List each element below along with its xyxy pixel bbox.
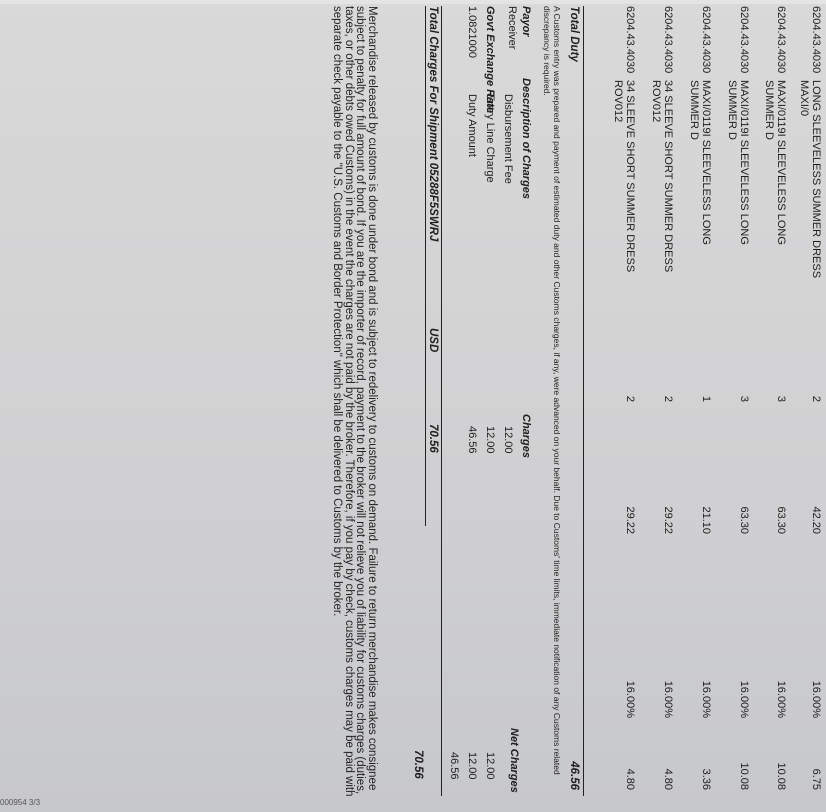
table-row [640,6,674,806]
table-row [753,6,787,806]
duty-amount: 6.75 [810,768,822,790]
hts-code: 6204.43.4030 [775,6,787,74]
description-header: Description of Charges [520,78,532,200]
charge-amount: 12.00 [502,426,514,454]
total-net-charges-amount: 70.56 [412,750,424,779]
item-value: 63.30 [775,506,787,534]
total-charges-label: Total Charges For Shipment 05288F5SWRJ [427,6,439,242]
total-duty-label: Total Duty [568,6,580,62]
duty-amount: 10.08 [738,762,750,790]
duty-rate: 16.00% [662,680,674,718]
page-edge [0,0,826,4]
item-value: 21.10 [700,506,712,534]
duty-amount: 3.36 [700,768,712,790]
customs-invoice [331,6,822,806]
duty-rate: 16.00% [738,680,750,718]
hts-code: 6204.43.4030 [624,6,636,74]
exchange-rate-label: Govt Exchange Rate [484,6,496,113]
payor-header: Payor [520,6,532,37]
item-quantity: 1 [700,395,712,402]
duty-amount: 10.08 [775,762,787,790]
net-charge-amount: 12.00 [484,752,496,780]
currency-code: USD [427,328,439,353]
duty-rate: 16.00% [810,680,822,718]
net-charge-amount: 12.00 [466,752,478,780]
item-description: MAXI/0119I SLEEVELESS LONG SUMMER D [726,80,750,245]
net-charges-header: Net Charges [508,728,520,793]
item-quantity: 3 [738,395,750,402]
duty-rate: 16.00% [700,680,712,718]
divider [583,6,584,796]
charges-header: Charges [520,414,532,459]
exchange-rate-value: 1.0821000 [466,6,478,58]
hts-code: 6204.43.4030 [738,6,750,74]
item-value: 63.30 [738,506,750,534]
table-row [602,6,636,806]
charge-description: Disbursement Fee [502,94,514,184]
item-value: 29.22 [624,506,636,534]
release-terms-paragraph: Merchandise released by customs is done under bond and is subject to redelivery to customs on demand. Failure to return merchandise makes consignee subject to penalty for full amount of bond. If you are the importer of record, payment to the broker will not relieve you of liability for customs charges (duties, taxes, or other debts owed Customs) in the event the charges are not paid by the broker. Therefore, if you pay by check, customs charges may be paid with separate check payable to the "U.S. Customs and Border Protection" which shall be delivered to Customs by the broker. [331,6,378,797]
duty-amount: 4.80 [624,768,636,790]
charge-amount: 46.56 [466,426,478,454]
duty-amount: 4.80 [662,768,674,790]
charge-description: Entry Line Charge [484,94,496,183]
page-reference: 000954 3/3 [0,798,41,807]
hts-code: 6204.43.4030 [810,6,822,74]
divider [441,6,442,796]
duty-rate: 16.00% [775,680,787,718]
item-quantity: 2 [624,395,636,402]
hts-code: 6204.43.4030 [700,6,712,74]
total-duty-amount: 46.56 [568,761,580,790]
charge-description: Duty Amount [466,94,478,157]
item-description: 34 SLEEVE SHORT SUMMER DRESS ROV012 [650,80,674,273]
net-charge-amount: 46.56 [448,752,460,780]
item-description: MAXI/0119I SLEEVELESS LONG SUMMER D [688,80,712,245]
item-quantity: 3 [775,395,787,402]
item-description: 34 SLEEVE SHORT SUMMER DRESS ROV012 [612,80,636,273]
item-description: MAXI/0119I SLEEVELESS LONG SUMMER D [763,80,787,245]
divider [425,6,426,526]
total-duty-row [566,6,580,806]
table-row [678,6,712,806]
table-row [716,6,750,806]
charge-amount: 12.00 [484,426,496,454]
item-value: 42.20 [810,506,822,534]
customs-notice: A Customs entry was prepared and payment of estimated duty and other Customs charges, if any, were advanced on your behalf. Due to Customs' time limits, immediate notification of any Customs related discrepancy is required. [542,6,562,775]
item-description: LONG SLEEVELESS SUMMER DRESS MAXI/0 [798,80,822,279]
item-value: 29.22 [662,506,674,534]
item-quantity: 2 [810,395,822,402]
payor-value: Receiver [506,6,518,50]
table-row [788,6,822,806]
hts-code: 6204.43.4030 [662,6,674,74]
duty-rate: 16.00% [624,680,636,718]
item-quantity: 2 [662,395,674,402]
total-charges-amount: 70.56 [427,424,439,453]
